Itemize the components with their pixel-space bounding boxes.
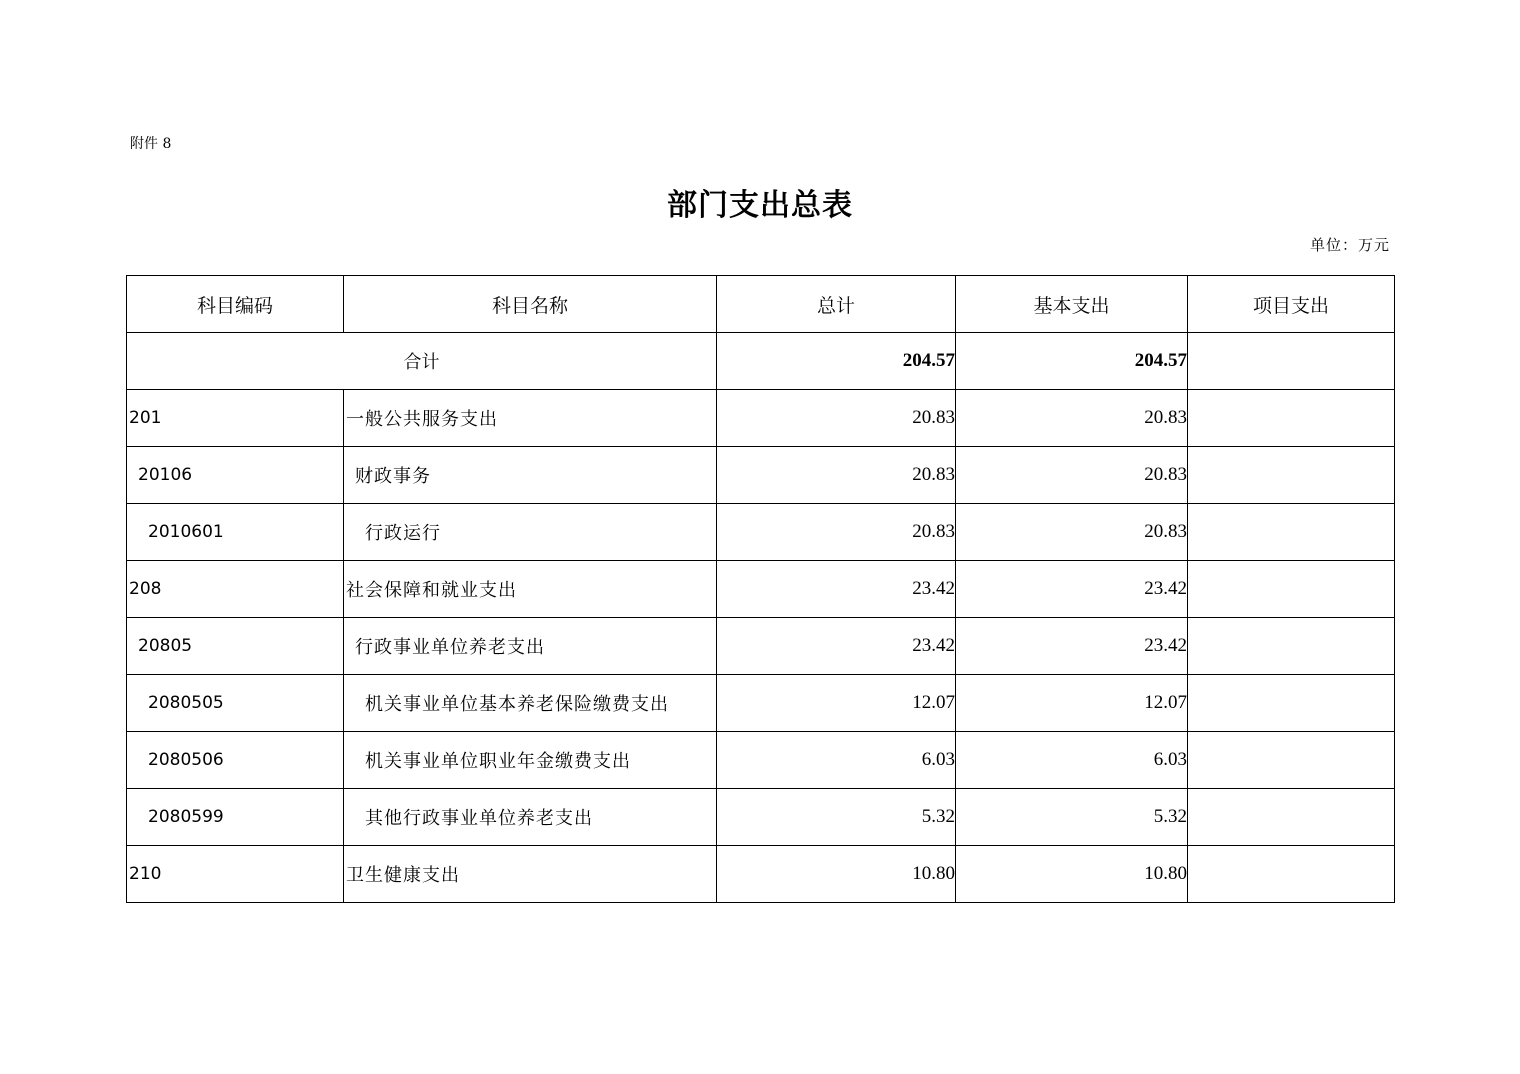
row-code: 20106: [127, 447, 344, 504]
row-code: 2080506: [127, 732, 344, 789]
row-project: [1188, 504, 1395, 561]
header-code: 科目编码: [127, 276, 344, 333]
total-row-basic: 204.57: [956, 333, 1188, 390]
row-project: [1188, 846, 1395, 903]
row-basic: 20.83: [956, 390, 1188, 447]
row-name: 财政事务: [344, 447, 717, 504]
row-code: 20805: [127, 618, 344, 675]
total-row: [127, 333, 1395, 390]
row-total: 10.80: [717, 846, 956, 903]
table-row: [127, 846, 1395, 903]
table-row: [127, 561, 1395, 618]
table-row: [127, 504, 1395, 561]
row-total: 5.32: [717, 789, 956, 846]
row-project: [1188, 618, 1395, 675]
table-row: [127, 675, 1395, 732]
row-total: 6.03: [717, 732, 956, 789]
header-total: 总计: [717, 276, 956, 333]
row-project: [1188, 732, 1395, 789]
row-basic: 20.83: [956, 447, 1188, 504]
row-total: 23.42: [717, 618, 956, 675]
unit-label: 单位：万元: [1309, 236, 1390, 254]
row-total: 12.07: [717, 675, 956, 732]
row-total: 20.83: [717, 447, 956, 504]
row-code: 2080599: [127, 789, 344, 846]
row-project: [1188, 447, 1395, 504]
total-row-label: 合计: [127, 333, 717, 390]
row-name: 社会保障和就业支出: [344, 561, 717, 618]
table-row: [127, 390, 1395, 447]
row-basic: 23.42: [956, 618, 1188, 675]
row-basic: 12.07: [956, 675, 1188, 732]
header-project: 项目支出: [1188, 276, 1395, 333]
row-name: 卫生健康支出: [344, 846, 717, 903]
row-basic: 20.83: [956, 504, 1188, 561]
row-basic: 6.03: [956, 732, 1188, 789]
table-row: [127, 447, 1395, 504]
row-total: 23.42: [717, 561, 956, 618]
row-code: 2080505: [127, 675, 344, 732]
attachment-label: 附件 8: [130, 136, 172, 152]
row-name: 机关事业单位基本养老保险缴费支出: [344, 675, 717, 732]
row-code: 208: [127, 561, 344, 618]
header-basic: 基本支出: [956, 276, 1188, 333]
row-code: 210: [127, 846, 344, 903]
table-row: [127, 789, 1395, 846]
row-name: 其他行政事业单位养老支出: [344, 789, 717, 846]
row-code: 2010601: [127, 504, 344, 561]
total-row-project: [1188, 333, 1395, 390]
total-row-total: 204.57: [717, 333, 956, 390]
row-basic: 10.80: [956, 846, 1188, 903]
row-name: 行政事业单位养老支出: [344, 618, 717, 675]
table-row: [127, 618, 1395, 675]
row-basic: 23.42: [956, 561, 1188, 618]
row-name: 行政运行: [344, 504, 717, 561]
row-basic: 5.32: [956, 789, 1188, 846]
row-code: 201: [127, 390, 344, 447]
row-project: [1188, 390, 1395, 447]
row-project: [1188, 675, 1395, 732]
row-total: 20.83: [717, 390, 956, 447]
row-project: [1188, 561, 1395, 618]
page-title: 部门支出总表: [667, 188, 853, 223]
row-name: 一般公共服务支出: [344, 390, 717, 447]
row-name: 机关事业单位职业年金缴费支出: [344, 732, 717, 789]
row-project: [1188, 789, 1395, 846]
table-header-row: [127, 276, 1395, 333]
header-name: 科目名称: [344, 276, 717, 333]
table-row: [127, 732, 1395, 789]
row-total: 20.83: [717, 504, 956, 561]
expenditure-table: [126, 275, 1395, 903]
